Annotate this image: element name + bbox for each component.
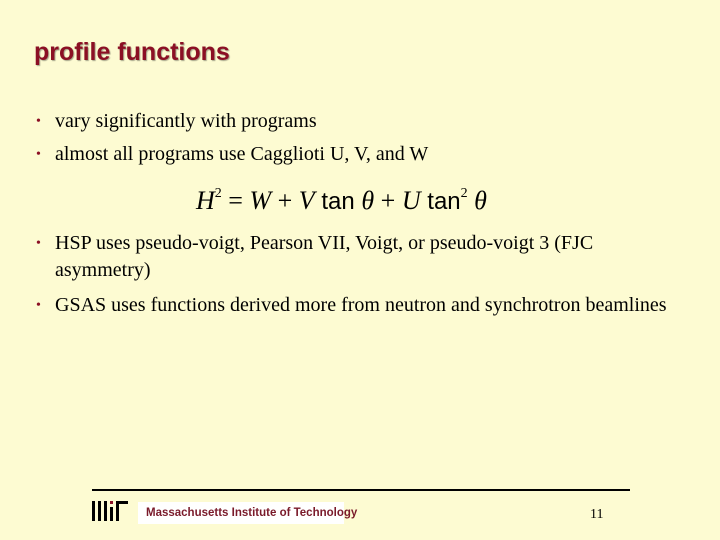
footer-divider xyxy=(92,489,630,491)
caglioti-formula xyxy=(196,180,487,215)
bullet-text: HSP uses pseudo-voigt, Pearson VII, Voigt, or pseudo-voigt 3 (FJC asymmetry) xyxy=(55,232,594,281)
bullet-icon: • xyxy=(36,114,41,129)
bullet-text: GSAS uses functions derived more from neutron and synchrotron beamlines xyxy=(55,294,667,316)
bullet-list xyxy=(36,108,676,319)
formula-exp: 2 xyxy=(214,186,222,201)
slide-title: profile functions xyxy=(34,38,230,66)
bullet-text: vary significantly with programs xyxy=(55,110,317,132)
formula-exp: 2 xyxy=(460,186,468,201)
bullet-item xyxy=(36,141,676,168)
mit-logo-icon xyxy=(92,501,128,521)
institution-name: Massachusetts Institute of Technology xyxy=(146,507,358,519)
formula-tan: tan xyxy=(420,188,461,215)
formula-u: U xyxy=(401,186,421,215)
formula-eq: = xyxy=(221,186,250,215)
formula-v: V xyxy=(298,186,315,215)
bullet-item xyxy=(36,230,676,284)
formula-theta: θ xyxy=(361,186,375,215)
formula-plus: + xyxy=(271,186,299,215)
bullet-item xyxy=(36,108,676,135)
formula-row xyxy=(36,168,676,230)
bullet-item xyxy=(36,292,676,319)
bullet-text: almost all programs use Cagglioti U, V, and W xyxy=(55,143,429,165)
formula-h: H xyxy=(196,186,215,215)
bullet-icon: • xyxy=(36,298,41,313)
bullet-icon: • xyxy=(36,147,41,162)
formula-theta: θ xyxy=(467,186,487,215)
page-number: 11 xyxy=(590,507,604,522)
formula-tan: tan xyxy=(314,188,362,215)
formula-w: W xyxy=(249,186,272,215)
formula-plus: + xyxy=(374,186,402,215)
bullet-icon: • xyxy=(36,236,41,251)
